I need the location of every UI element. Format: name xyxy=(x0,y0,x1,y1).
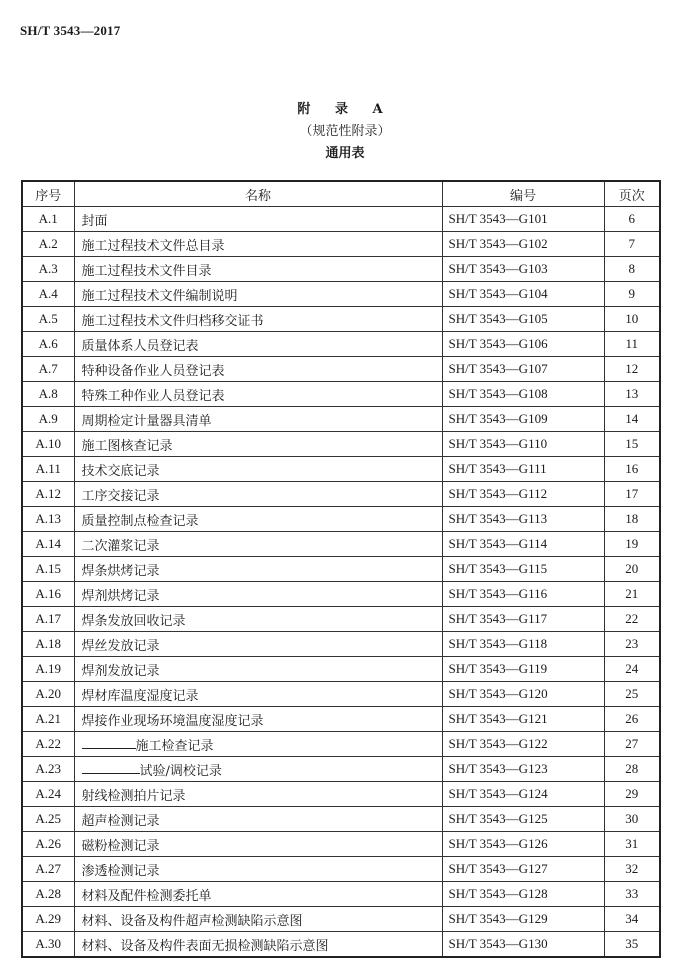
table-row xyxy=(22,757,660,782)
table-row xyxy=(22,782,660,807)
row-seq: A.20 xyxy=(22,682,74,707)
column-header-code: 编号 xyxy=(442,181,604,207)
row-code: SH/T 3543—G101 xyxy=(442,207,604,232)
general-forms-table xyxy=(21,180,661,958)
row-name: 质量控制点检查记录 xyxy=(74,507,442,532)
table-row xyxy=(22,732,660,757)
table-row xyxy=(22,507,660,532)
table-row xyxy=(22,657,660,682)
row-page: 29 xyxy=(604,782,660,807)
row-name: 质量体系人员登记表 xyxy=(74,332,442,357)
row-page: 9 xyxy=(604,282,660,307)
row-page: 17 xyxy=(604,482,660,507)
row-page: 35 xyxy=(604,932,660,958)
table-row xyxy=(22,432,660,457)
table-row xyxy=(22,282,660,307)
row-code: SH/T 3543—G107 xyxy=(442,357,604,382)
row-seq: A.24 xyxy=(22,782,74,807)
row-page: 22 xyxy=(604,607,660,632)
row-seq: A.1 xyxy=(22,207,74,232)
row-seq: A.4 xyxy=(22,282,74,307)
row-seq: A.11 xyxy=(22,457,74,482)
row-seq: A.29 xyxy=(22,907,74,932)
row-page: 25 xyxy=(604,682,660,707)
table-row xyxy=(22,832,660,857)
table-row xyxy=(22,332,660,357)
row-name: 材料、设备及构件表面无损检测缺陷示意图 xyxy=(74,932,442,958)
column-header-page: 页次 xyxy=(604,181,660,207)
table-row xyxy=(22,707,660,732)
row-code: SH/T 3543—G130 xyxy=(442,932,604,958)
row-seq: A.13 xyxy=(22,507,74,532)
fill-in-blank xyxy=(82,736,136,749)
row-seq: A.25 xyxy=(22,807,74,832)
row-name: 焊丝发放记录 xyxy=(74,632,442,657)
row-seq: A.30 xyxy=(22,932,74,958)
row-code: SH/T 3543—G106 xyxy=(442,332,604,357)
row-code: SH/T 3543—G103 xyxy=(442,257,604,282)
row-name: 焊接作业现场环境温度湿度记录 xyxy=(74,707,442,732)
row-name: 封面 xyxy=(74,207,442,232)
row-name: 焊条烘烤记录 xyxy=(74,557,442,582)
row-seq: A.22 xyxy=(22,732,74,757)
row-name: 超声检测记录 xyxy=(74,807,442,832)
row-code: SH/T 3543—G109 xyxy=(442,407,604,432)
row-page: 12 xyxy=(604,357,660,382)
row-page: 11 xyxy=(604,332,660,357)
row-name: 渗透检测记录 xyxy=(74,857,442,882)
row-code: SH/T 3543—G124 xyxy=(442,782,604,807)
row-page: 33 xyxy=(604,882,660,907)
row-page: 28 xyxy=(604,757,660,782)
row-name: 材料、设备及构件超声检测缺陷示意图 xyxy=(74,907,442,932)
row-page: 16 xyxy=(604,457,660,482)
row-page: 7 xyxy=(604,232,660,257)
row-seq: A.6 xyxy=(22,332,74,357)
row-page: 31 xyxy=(604,832,660,857)
row-code: SH/T 3543—G126 xyxy=(442,832,604,857)
row-page: 23 xyxy=(604,632,660,657)
row-page: 30 xyxy=(604,807,660,832)
fill-in-blank xyxy=(82,761,140,774)
row-name: 施工过程技术文件总目录 xyxy=(74,232,442,257)
row-code: SH/T 3543—G114 xyxy=(442,532,604,557)
row-code: SH/T 3543—G105 xyxy=(442,307,604,332)
row-name: 二次灌浆记录 xyxy=(74,532,442,557)
row-code: SH/T 3543—G113 xyxy=(442,507,604,532)
row-code: SH/T 3543—G127 xyxy=(442,857,604,882)
table-row xyxy=(22,857,660,882)
row-seq: A.26 xyxy=(22,832,74,857)
row-name: 焊剂烘烤记录 xyxy=(74,582,442,607)
row-page: 18 xyxy=(604,507,660,532)
row-seq: A.17 xyxy=(22,607,74,632)
appendix-title: 附 录 A xyxy=(297,102,393,117)
row-code: SH/T 3543—G121 xyxy=(442,707,604,732)
table-row xyxy=(22,357,660,382)
row-page: 19 xyxy=(604,532,660,557)
row-code: SH/T 3543—G120 xyxy=(442,682,604,707)
row-seq: A.23 xyxy=(22,757,74,782)
table-row xyxy=(22,207,660,232)
row-page: 26 xyxy=(604,707,660,732)
table-row xyxy=(22,682,660,707)
table-row xyxy=(22,457,660,482)
row-seq: A.19 xyxy=(22,657,74,682)
row-name: 焊材库温度湿度记录 xyxy=(74,682,442,707)
row-seq: A.10 xyxy=(22,432,74,457)
row-seq: A.14 xyxy=(22,532,74,557)
row-code: SH/T 3543—G112 xyxy=(442,482,604,507)
table-body xyxy=(22,207,660,958)
row-name: 施工图核查记录 xyxy=(74,432,442,457)
row-page: 10 xyxy=(604,307,660,332)
table-row xyxy=(22,932,660,958)
row-code: SH/T 3543—G123 xyxy=(442,757,604,782)
table-row xyxy=(22,482,660,507)
row-page: 14 xyxy=(604,407,660,432)
table-row xyxy=(22,232,660,257)
row-name: 技术交底记录 xyxy=(74,457,442,482)
row-page: 20 xyxy=(604,557,660,582)
table-row xyxy=(22,607,660,632)
row-code: SH/T 3543—G118 xyxy=(442,632,604,657)
row-seq: A.5 xyxy=(22,307,74,332)
row-seq: A.27 xyxy=(22,857,74,882)
standard-number: SH/T 3543—2017 xyxy=(20,23,121,38)
row-seq: A.9 xyxy=(22,407,74,432)
row-page: 27 xyxy=(604,732,660,757)
row-name: 工序交接记录 xyxy=(74,482,442,507)
table-row xyxy=(22,882,660,907)
row-name: 施工过程技术文件编制说明 xyxy=(74,282,442,307)
row-name: 施工过程技术文件目录 xyxy=(74,257,442,282)
row-name xyxy=(74,732,442,757)
row-code: SH/T 3543—G104 xyxy=(442,282,604,307)
row-code: SH/T 3543—G102 xyxy=(442,232,604,257)
table-row xyxy=(22,807,660,832)
row-seq: A.18 xyxy=(22,632,74,657)
row-code: SH/T 3543—G115 xyxy=(442,557,604,582)
row-page: 13 xyxy=(604,382,660,407)
row-code: SH/T 3543—G125 xyxy=(442,807,604,832)
row-seq: A.28 xyxy=(22,882,74,907)
column-header-name: 名称 xyxy=(74,181,442,207)
row-code: SH/T 3543—G117 xyxy=(442,607,604,632)
row-code: SH/T 3543—G111 xyxy=(442,457,604,482)
row-code: SH/T 3543—G119 xyxy=(442,657,604,682)
row-name: 材料及配件检测委托单 xyxy=(74,882,442,907)
column-header-seq: 序号 xyxy=(22,181,74,207)
table-header-row xyxy=(22,181,660,207)
table-row xyxy=(22,257,660,282)
row-name: 施工过程技术文件归档移交证书 xyxy=(74,307,442,332)
appendix-subtitle: （规范性附录） xyxy=(299,124,391,139)
row-page: 21 xyxy=(604,582,660,607)
appendix-name: 通用表 xyxy=(325,146,365,161)
row-seq: A.15 xyxy=(22,557,74,582)
row-seq: A.8 xyxy=(22,382,74,407)
table-row xyxy=(22,582,660,607)
row-page: 24 xyxy=(604,657,660,682)
row-seq: A.2 xyxy=(22,232,74,257)
row-code: SH/T 3543—G116 xyxy=(442,582,604,607)
row-page: 15 xyxy=(604,432,660,457)
row-name: 射线检测拍片记录 xyxy=(74,782,442,807)
row-name: 焊条发放回收记录 xyxy=(74,607,442,632)
table-row xyxy=(22,557,660,582)
row-name: 特殊工种作业人员登记表 xyxy=(74,382,442,407)
row-page: 32 xyxy=(604,857,660,882)
row-code: SH/T 3543—G110 xyxy=(442,432,604,457)
row-name: 特种设备作业人员登记表 xyxy=(74,357,442,382)
row-code: SH/T 3543—G129 xyxy=(442,907,604,932)
table-row xyxy=(22,407,660,432)
row-name: 焊剂发放记录 xyxy=(74,657,442,682)
row-name-text: 施工检查记录 xyxy=(135,738,214,754)
row-seq: A.7 xyxy=(22,357,74,382)
row-code: SH/T 3543—G128 xyxy=(442,882,604,907)
row-page: 6 xyxy=(604,207,660,232)
table-row xyxy=(22,532,660,557)
row-page: 34 xyxy=(604,907,660,932)
row-code: SH/T 3543—G108 xyxy=(442,382,604,407)
row-code: SH/T 3543—G122 xyxy=(442,732,604,757)
row-seq: A.21 xyxy=(22,707,74,732)
row-name-text: 试验/调校记录 xyxy=(139,763,222,779)
row-seq: A.12 xyxy=(22,482,74,507)
row-name xyxy=(74,757,442,782)
row-page: 8 xyxy=(604,257,660,282)
row-seq: A.16 xyxy=(22,582,74,607)
table-row xyxy=(22,307,660,332)
table-row xyxy=(22,907,660,932)
row-name: 磁粉检测记录 xyxy=(74,832,442,857)
table-row xyxy=(22,632,660,657)
row-seq: A.3 xyxy=(22,257,74,282)
table-row xyxy=(22,382,660,407)
row-name: 周期检定计量器具清单 xyxy=(74,407,442,432)
